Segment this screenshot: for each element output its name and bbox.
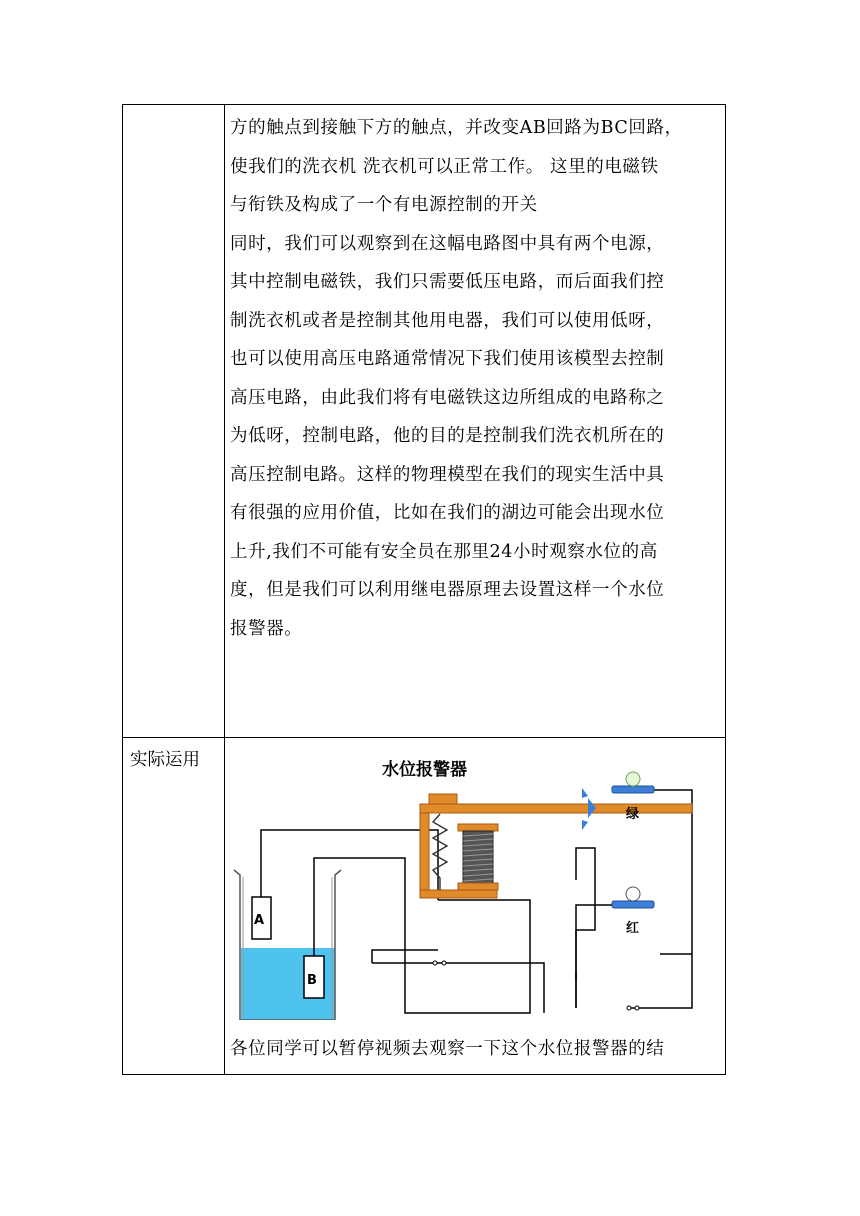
text-line: 为低呀，控制电路，他的目的是控制我们洗衣机所在的 — [230, 426, 665, 446]
armature-contact — [588, 798, 596, 818]
switch-terminal — [433, 961, 437, 965]
table-border-left — [122, 104, 123, 1075]
text-line: 也可以使用高压电路通常情况下我们使用该模型去控制 — [230, 349, 665, 369]
red-lamp-bulb — [626, 887, 640, 901]
text-line: 上升,我们不可能有安全员在那里24小时观察水位的高 — [230, 541, 658, 562]
explanation-paragraph — [230, 109, 720, 648]
green-lamp-label: 绿 — [626, 807, 640, 822]
coil-bottom-flange — [458, 883, 498, 890]
spring — [433, 814, 447, 890]
text-line: 高压控制电路。这样的物理模型在我们的现实生活中具 — [230, 464, 665, 485]
diagram-caption: 各位同学可以暂停视频去观察一下这个水位报警器的结 — [230, 1039, 665, 1059]
row-label-practical-use: 实际运用 — [130, 750, 200, 770]
table-border-bottom — [122, 1074, 726, 1075]
relay-base — [420, 890, 497, 898]
upper-contact — [582, 788, 588, 798]
coil-top-flange — [458, 824, 498, 831]
green-lamp-base — [612, 786, 654, 793]
text-line: 高压电路，由此我们将有电磁铁这边所组成的电路称之 — [230, 387, 665, 408]
armature-bar — [420, 804, 692, 813]
text-line: 度，但是我们可以利用继电器原理去设置这样一个水位 — [230, 580, 665, 600]
table-row-divider — [122, 737, 726, 738]
table-column-divider — [224, 104, 225, 1075]
table-border-top — [122, 104, 726, 105]
diagram-title: 水位报警器 — [382, 760, 467, 780]
armature-pivot — [429, 794, 457, 804]
text-line: 方的触点到接触下方的触点，并改变AB回路为BC回路， — [230, 118, 683, 138]
text-line: 使我们的洗衣机 洗衣机可以正常工作。 这里的电磁铁 — [230, 156, 659, 177]
red-lamp-label: 红 — [626, 921, 640, 936]
electrode-b-label: B — [307, 973, 317, 988]
relay-frame-post — [420, 804, 429, 898]
text-line: 有很强的应用价值，比如在我们的湖边可能会出现水位 — [230, 503, 665, 523]
switch-terminal — [627, 1006, 631, 1010]
green-lamp-bulb — [626, 772, 640, 786]
text-line: 其中控制电磁铁，我们只需要低压电路，而后面我们控 — [230, 272, 665, 292]
red-lamp-base — [612, 901, 654, 908]
switch-terminal — [635, 1006, 639, 1010]
text-line: 报警器。 — [230, 618, 303, 639]
text-line: 同时，我们可以观察到在这幅电路图中具有两个电源， — [230, 233, 665, 254]
water-level-alarm-diagram — [230, 750, 720, 1020]
table-border-right — [725, 104, 726, 1075]
lower-contact — [582, 820, 588, 830]
content-table — [122, 104, 726, 1075]
text-line: 制洗衣机或者是控制其他用电器，我们可以使用低呀， — [230, 310, 665, 331]
text-line: 与衔铁及构成了一个有电源控制的开关 — [230, 195, 538, 215]
electrode-a-label: A — [254, 913, 265, 928]
switch-terminal — [442, 961, 446, 965]
